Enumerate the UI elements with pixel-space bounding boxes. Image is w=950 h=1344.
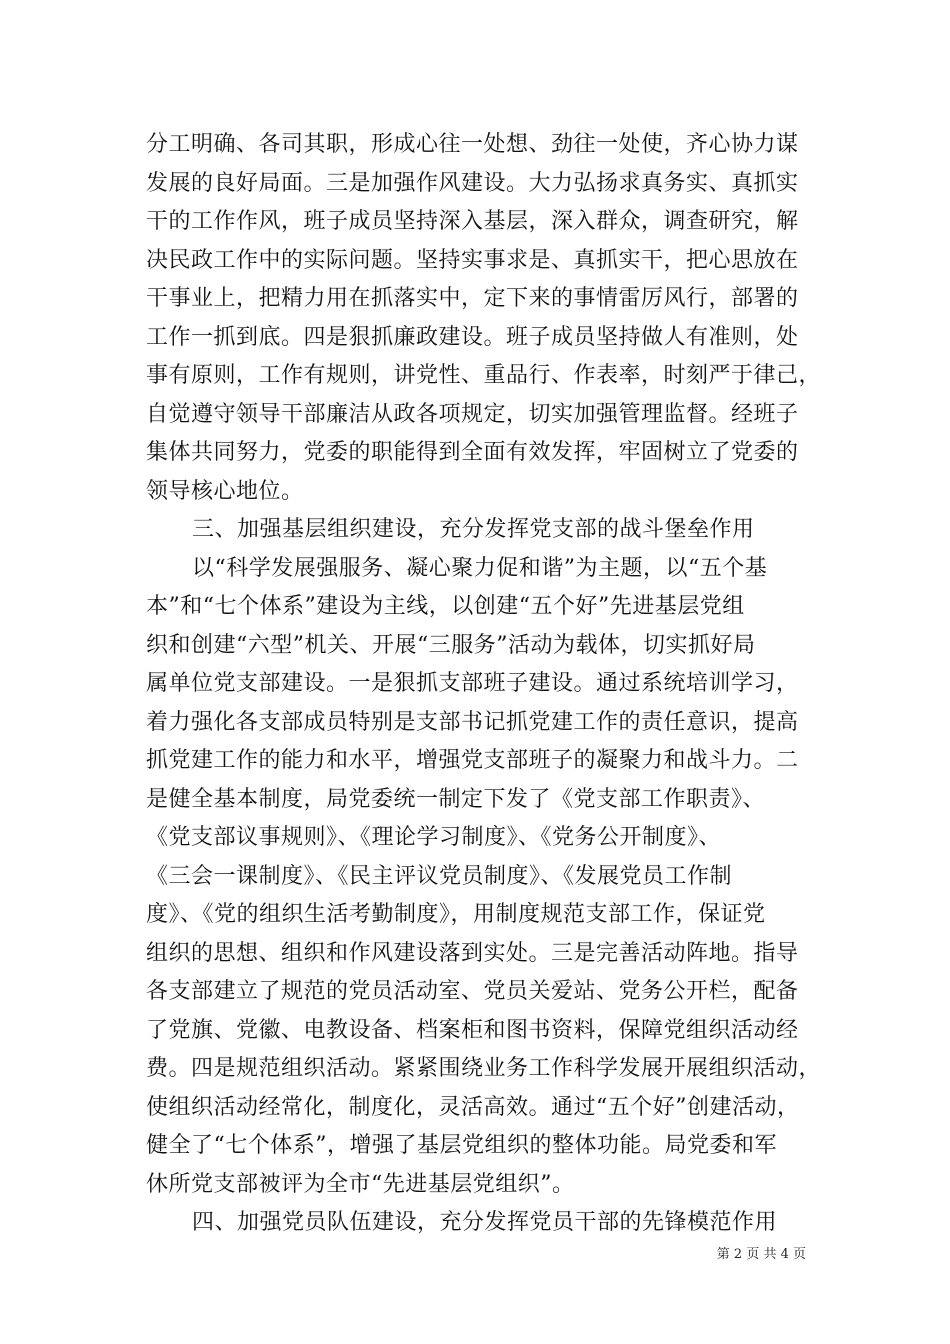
text-line: 以“科学发展强服务、凝心聚力促和谐”为主题，以“五个基 [192, 556, 768, 581]
text-line: 是健全基本制度，局党委统一制定下发了《党支部工作职责》、 [146, 787, 766, 812]
text-line: 分工明确、各司其职，形成心往一处想、劲往一处使，齐心协力谋 [146, 132, 799, 157]
text-line: 属单位党支部建设。一是狠抓支部班子建设。通过系统培训学习， [146, 671, 799, 696]
text-line: 度》、《党的组织生活考勤制度》，用制度规范支部工作，保证党 [146, 902, 766, 927]
section-heading: 四、加强党员队伍建设，充分发挥党员干部的先锋模范作用 [192, 1210, 778, 1235]
text-line: 干的工作作风，班子成员坚持深入基层，深入群众，调查研究，解 [146, 209, 799, 234]
page-number: 第 2 页 共 4 页 [716, 1247, 806, 1262]
text-line: 费。四是规范组织活动。紧紧围绕业务工作科学发展开展组织活动， [146, 1056, 822, 1081]
text-line: 休所党支部被评为全市“先进基层党组织”。 [146, 1172, 575, 1197]
text-line: 干事业上，把精力用在抓落实中，定下来的事情雷厉风行，部署的 [146, 286, 799, 311]
text-line: 发展的良好局面。三是加强作风建设。大力弘扬求真务实、真抓实 [146, 171, 799, 196]
text-line: 《三会一课制度》、《民主评议党员制度》、《发展党员工作制 [146, 864, 733, 889]
text-line: 《党支部议事规则》、《理论学习制度》、《党务公开制度》、 [146, 825, 722, 850]
section-heading: 三、加强基层组织建设，充分发挥党支部的战斗堡垒作用 [192, 517, 755, 542]
text-line: 自觉遵守领导干部廉洁从政各项规定，切实加强管理监督。经班子 [146, 402, 799, 427]
text-line: 健全了“七个体系”，增强了基层党组织的整体功能。局党委和军 [146, 1133, 777, 1158]
text-line: 领导核心地位。 [146, 479, 304, 504]
text-line: 使组织活动经常化，制度化，灵活高效。通过“五个好”创建活动， [146, 1095, 800, 1120]
text-line: 事有原则，工作有规则，讲党性、重品行、作表率，时刻严于律己， [146, 363, 822, 388]
text-line: 工作一抓到底。四是狠抓廉政建设。班子成员坚持做人有准则，处 [146, 325, 799, 350]
text-line: 决民政工作中的实际问题。坚持实事求是、真抓实干，把心思放在 [146, 248, 799, 273]
text-line: 着力强化各支部成员特别是支部书记抓党建工作的责任意识，提高 [146, 710, 799, 735]
text-line: 组织的思想、组织和作风建设落到实处。三是完善活动阵地。指导 [146, 941, 799, 966]
text-line: 本”和“七个体系”建设为主线，以创建“五个好”先进基层党组 [146, 594, 745, 619]
text-line: 集体共同努力，党委的职能得到全面有效发挥，牢固树立了党委的 [146, 440, 799, 465]
text-line: 抓党建工作的能力和水平，增强党支部班子的凝聚力和战斗力。二 [146, 748, 799, 773]
text-line: 了党旗、党徽、电教设备、档案柜和图书资料，保障党组织活动经 [146, 1018, 799, 1043]
text-line: 各支部建立了规范的党员活动室、党员关爱站、党务公开栏，配备 [146, 979, 799, 1004]
text-line: 织和创建“六型”机关、开展“三服务”活动为载体，切实抓好局 [146, 633, 756, 658]
